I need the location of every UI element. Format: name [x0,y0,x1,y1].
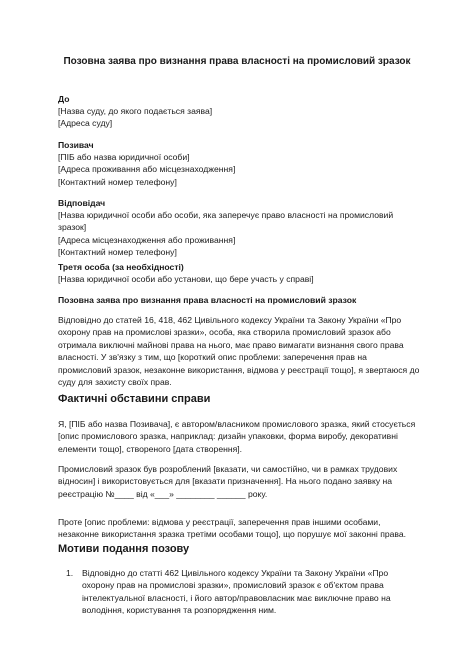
defendant-block [58,197,430,258]
defendant-name-line1: [Назва юридичної особи або особи, яка заперечує право власності на промисловий [58,210,394,221]
defendant-label: Відповідач [58,198,106,208]
third-party-name: [Назва юридичної особи або установи, що бере участь у справі] [58,274,314,285]
claim-heading: Позовна заява про визнання права власності на промисловий зразок [58,295,357,305]
plaintiff-block [58,139,430,188]
document-title: Позовна заява про визнання права власності на промисловий зразок [63,56,411,67]
facts-paragraph-1: Я, [ПІБ або назва Позивача], є автором/власником промислового зразка, який стосується [опис промислового зразка, наприклад: дизайн упаковки, форма виробу, декоративні елементи тощо], створеного [дата створення]. [58,419,416,454]
plaintiff-label: Позивач [58,140,94,150]
plaintiff-address: [Адреса проживання або місцезнаходження] [58,164,236,175]
facts-heading: Фактичні обставини справи [58,393,211,405]
third-party-block [58,261,430,285]
defendant-phone: [Контактний номер телефону] [58,246,177,257]
list-item-number: 1. [66,568,74,578]
plaintiff-phone: [Контактний номер телефону] [58,176,177,187]
defendant-address: [Адреса місцезнаходження або проживання] [58,234,236,245]
intro-paragraph: Відповідно до статей 16, 418, 462 Цивільного кодексу України та Закону України «Про охорону прав на промислові зразки», особа, яка створила промисловий зразок або отримала виключні майнові права на нього, має право вимагати визнання свого права власності. У зв'язку з тим, що [короткий опис проблеми: заперечення прав на промисловий зразок, незаконне використання, відмова у реєстрації тощо], я звертаюся до суду для захисту своїх прав. [58,315,420,388]
recipient-label: До [58,94,70,104]
recipient-court-address: [Адреса суду] [58,118,113,129]
list-item-text: Відповідно до статті 462 Цивільного кодексу України та Закону України «Про охорону прав на промислові зразки», промисловий зразок є об'єктом права інтелектуальної власності, і його автор/правовласник має виключне право на володіння, користування та розпорядження ним. [82,568,391,616]
recipient-court-name: [Назва суду, до якого подається заява] [58,106,213,117]
facts-paragraph-3: Проте [опис проблеми: відмова у реєстрації, заперечення прав іншими особами, незаконне використання зразка третіми особами тощо], що порушує мої законні права. [58,517,407,540]
recipient-court-block [58,93,430,130]
facts-paragraph-2: Промисловий зразок був розроблений [вказати, чи самостійно, чи в рамках трудових відносин] і використовується для [вказати призначення]. На нього подано заявку на реєстрацію №____ від «___» ________ ______ року. [58,464,398,499]
third-party-label: Третя особа (за необхідності) [58,262,184,272]
plaintiff-name: [ПІБ або назва юридичної особи] [58,152,190,163]
defendant-name-line2: зразок] [58,222,87,233]
motives-heading: Мотиви подання позову [58,543,190,555]
